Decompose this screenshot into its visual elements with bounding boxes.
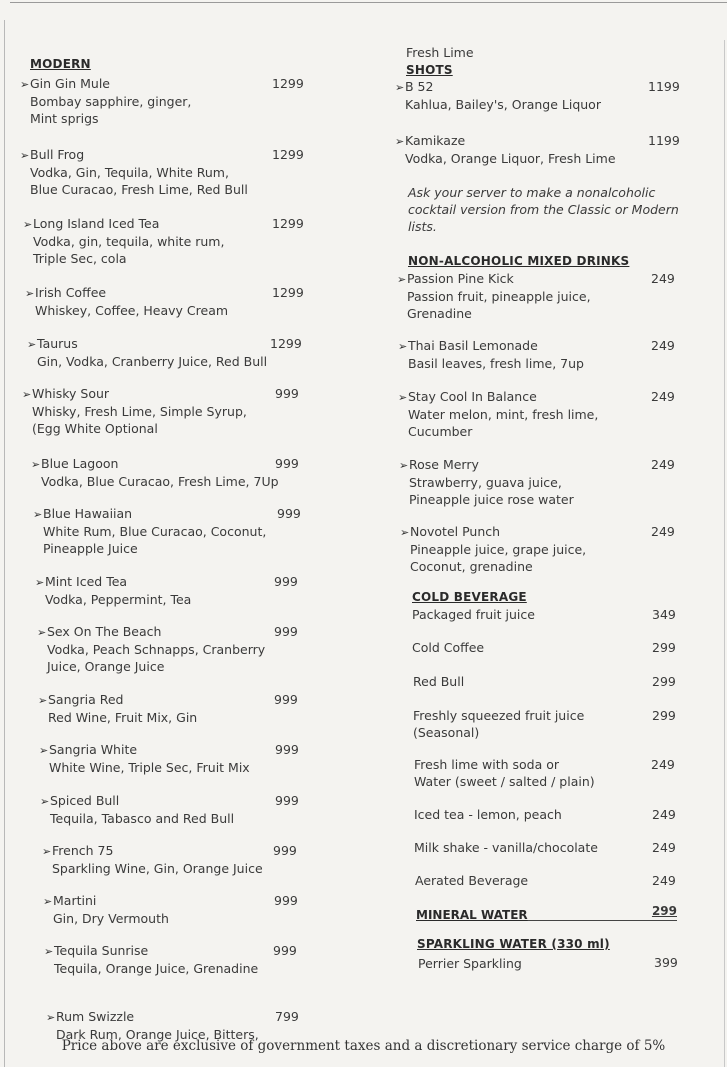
mineral-water-row: [416, 904, 677, 921]
footer-note: Price above are exclusive of government taxes and a discretionary service charge of 5%: [61, 1038, 666, 1054]
menu-item: [395, 132, 616, 167]
item-name: [42, 842, 263, 860]
item-description: Triple Sec, cola: [33, 251, 127, 266]
item-name-text: Novotel Punch: [410, 524, 501, 539]
item-price: 999: [274, 624, 298, 639]
arrow-bullet-icon: ➢: [46, 1011, 56, 1024]
cold-beverage-name: Red Bull: [413, 674, 465, 689]
item-price: 999: [275, 742, 299, 757]
item-description: Pineapple juice, grape juice,: [410, 542, 587, 557]
cold-beverage-item: [414, 756, 595, 790]
item-price: 999: [277, 506, 301, 521]
item-price: 1299: [270, 336, 302, 351]
arrow-bullet-icon: ➢: [39, 744, 49, 757]
item-name: [25, 284, 228, 302]
item-name-text: Sangria Red: [48, 692, 124, 707]
top-rule: [10, 2, 727, 3]
item-name: [20, 146, 248, 164]
item-name: [398, 388, 598, 406]
item-name-text: Bull Frog: [30, 147, 85, 162]
arrow-bullet-icon: ➢: [23, 218, 33, 231]
sparkling-water-price: 399: [654, 955, 678, 970]
cold-beverage-item: [414, 839, 598, 856]
cold-beverage-item: [412, 639, 484, 656]
item-price: 249: [651, 389, 675, 404]
item-name: [399, 456, 574, 474]
item-name: [400, 523, 586, 541]
item-name: [33, 505, 266, 523]
item-price: 799: [275, 1009, 299, 1024]
arrow-bullet-icon: ➢: [398, 340, 408, 353]
cold-beverage-price: 249: [652, 807, 676, 822]
item-name-text: Kamikaze: [405, 133, 466, 148]
item-price: 1199: [648, 79, 680, 94]
menu-item: [31, 455, 279, 490]
item-price: 999: [275, 386, 299, 401]
arrow-bullet-icon: ➢: [20, 78, 30, 91]
arrow-bullet-icon: ➢: [399, 459, 409, 472]
item-name: [31, 455, 279, 473]
item-name: [38, 691, 197, 709]
cold-beverage-item: [413, 673, 464, 690]
item-description: Gin, Dry Vermouth: [53, 911, 169, 926]
item-description: White Rum, Blue Curacao, Coconut,: [43, 524, 267, 539]
sparkling-water-heading: SPARKLING WATER (330 ml): [417, 937, 610, 951]
item-price: 999: [274, 692, 298, 707]
cold-beverage-name: Packaged fruit juice: [412, 607, 535, 622]
arrow-bullet-icon: ➢: [25, 287, 35, 300]
arrow-bullet-icon: ➢: [38, 694, 48, 707]
item-name: [22, 385, 247, 403]
modern-heading: MODERN: [30, 57, 91, 71]
item-description: Vodka, gin, tequila, white rum,: [33, 234, 225, 249]
cold-beverage-name: Iced tea - lemon, peach: [414, 807, 562, 822]
cold-beverage-name: Freshly squeezed fruit juice: [413, 708, 585, 723]
item-description: Red Wine, Fruit Mix, Gin: [48, 710, 198, 725]
arrow-bullet-icon: ➢: [35, 576, 45, 589]
cold-beverage-price: 249: [651, 757, 675, 772]
menu-item: [20, 75, 191, 127]
item-name: [27, 335, 267, 353]
item-name-text: Mint Iced Tea: [45, 574, 128, 589]
item-description: Vodka, Orange Liquor, Fresh Lime: [405, 151, 616, 166]
right-rule: [724, 40, 725, 1067]
cold-beverage-item: [415, 872, 528, 889]
item-price: 1299: [272, 216, 304, 231]
item-price: 999: [274, 574, 298, 589]
item-name-text: Rum Swizzle: [56, 1009, 135, 1024]
item-description: Bombay sapphire, ginger,: [30, 94, 192, 109]
item-description: Tequila, Orange Juice, Grenadine: [54, 961, 259, 976]
item-name-text: Whisky Sour: [32, 386, 110, 401]
item-name-text: Passion Pine Kick: [407, 271, 514, 286]
menu-item: [40, 792, 234, 827]
item-price: 999: [275, 793, 299, 808]
item-name-text: Thai Basil Lemonade: [408, 338, 538, 353]
item-description: Strawberry, guava juice,: [409, 475, 562, 490]
item-name: [395, 132, 616, 150]
cold-beverage-name: Aerated Beverage: [415, 873, 529, 888]
arrow-bullet-icon: ➢: [400, 526, 410, 539]
menu-item: [400, 523, 586, 575]
menu-item: [42, 842, 263, 877]
item-name: [35, 573, 191, 591]
item-description: (Egg White Optional: [32, 421, 158, 436]
item-description: Vodka, Blue Curacao, Fresh Lime, 7Up: [41, 474, 279, 489]
item-name-text: Rose Merry: [409, 457, 479, 472]
item-price: 999: [274, 893, 298, 908]
item-name-text: Tequila Sunrise: [54, 943, 149, 958]
item-name: [395, 78, 601, 96]
item-name-text: Long Island Iced Tea: [33, 216, 160, 231]
cold-beverage-price: 349: [652, 607, 676, 622]
item-name: [46, 1008, 259, 1026]
item-description: Cucumber: [408, 424, 473, 439]
arrow-bullet-icon: ➢: [395, 81, 405, 94]
item-description: Sparkling Wine, Gin, Orange Juice: [52, 861, 263, 876]
arrow-bullet-icon: ➢: [33, 508, 43, 521]
item-name: [39, 741, 250, 759]
item-name-text: Stay Cool In Balance: [408, 389, 537, 404]
item-name-text: Sangria White: [49, 742, 138, 757]
item-name-text: Spiced Bull: [50, 793, 120, 808]
item-description: Kahlua, Bailey's, Orange Liquor: [405, 97, 601, 112]
cold-beverage-price: 249: [652, 840, 676, 855]
cold-beverage-item: [412, 606, 535, 623]
mineral-water-label: MINERAL WATER: [416, 908, 528, 922]
item-name: [20, 75, 191, 93]
item-price: 999: [273, 843, 297, 858]
item-description: Gin, Vodka, Cranberry Juice, Red Bull: [37, 354, 268, 369]
arrow-bullet-icon: ➢: [398, 391, 408, 404]
item-name: [40, 792, 234, 810]
cold-beverage-heading: COLD BEVERAGE: [412, 590, 527, 604]
arrow-bullet-icon: ➢: [397, 273, 407, 286]
arrow-bullet-icon: ➢: [22, 388, 32, 401]
cold-beverage-name: Fresh lime with soda or: [414, 757, 560, 772]
menu-item: [395, 78, 601, 113]
cold-beverage-price: 299: [652, 708, 676, 723]
arrow-bullet-icon: ➢: [20, 149, 30, 162]
item-description: Juice, Orange Juice: [47, 659, 165, 674]
menu-item: [25, 284, 228, 319]
item-name-text: B 52: [405, 79, 434, 94]
arrow-bullet-icon: ➢: [395, 135, 405, 148]
menu-item: [22, 385, 247, 437]
shots-heading: SHOTS: [406, 63, 453, 77]
non-alcoholic-heading: NON-ALCOHOLIC MIXED DRINKS: [408, 254, 630, 268]
arrow-bullet-icon: ➢: [42, 845, 52, 858]
item-name-text: Taurus: [37, 336, 78, 351]
cold-beverage-name: Water (sweet / salted / plain): [414, 774, 595, 789]
menu-item: [398, 388, 598, 440]
item-price: 1199: [648, 133, 680, 148]
menu-item: [33, 505, 266, 557]
item-name-text: Sex On The Beach: [47, 624, 162, 639]
menu-item: [27, 335, 267, 370]
arrow-bullet-icon: ➢: [27, 338, 37, 351]
menu-item: [43, 892, 169, 927]
item-name-text: Gin Gin Mule: [30, 76, 110, 91]
arrow-bullet-icon: ➢: [31, 458, 41, 471]
menu-item: [37, 623, 265, 675]
menu-item: [44, 942, 258, 977]
item-name-text: Martini: [53, 893, 97, 908]
sparkling-water-name: Perrier Sparkling: [418, 956, 522, 971]
item-price: 1299: [272, 285, 304, 300]
item-name: [37, 623, 265, 641]
item-description: Water melon, mint, fresh lime,: [408, 407, 599, 422]
item-name: [397, 270, 591, 288]
item-description: Vodka, Gin, Tequila, White Rum,: [30, 165, 229, 180]
item-price: 1299: [272, 147, 304, 162]
item-description: Mint sprigs: [30, 111, 99, 126]
item-name-text: Blue Hawaiian: [43, 506, 133, 521]
item-name-text: Irish Coffee: [35, 285, 107, 300]
left-rule: [4, 20, 5, 1067]
item-description: Dark Rum, Orange Juice, Bitters,: [56, 1027, 259, 1042]
cold-beverage-name: Cold Coffee: [412, 640, 485, 655]
menu-item: [398, 337, 584, 372]
item-price: 249: [651, 457, 675, 472]
item-description: Pineapple juice rose water: [409, 492, 574, 507]
item-description: Blue Curacao, Fresh Lime, Red Bull: [30, 182, 248, 197]
item-name-text: French 75: [52, 843, 114, 858]
item-description: Basil leaves, fresh lime, 7up: [408, 356, 584, 371]
cold-beverage-price: 299: [652, 674, 676, 689]
mineral-water-price: 299: [651, 904, 677, 918]
item-price: 1299: [272, 76, 304, 91]
item-description: Coconut, grenadine: [410, 559, 533, 574]
arrow-bullet-icon: ➢: [43, 895, 53, 908]
menu-item: [38, 691, 197, 726]
item-description: Tequila, Tabasco and Red Bull: [50, 811, 235, 826]
menu-item: [397, 270, 591, 322]
item-price: 249: [651, 271, 675, 286]
item-name: [43, 892, 169, 910]
cold-beverage-name: (Seasonal): [413, 725, 480, 740]
cold-beverage-price: 299: [652, 640, 676, 655]
item-price: 999: [273, 943, 297, 958]
item-description: Vodka, Peach Schnapps, Cranberry: [47, 642, 266, 657]
carry-over-text: Fresh Lime: [406, 45, 474, 60]
menu-item: [399, 456, 574, 508]
menu-item: [39, 741, 250, 776]
item-description: Whisky, Fresh Lime, Simple Syrup,: [32, 404, 247, 419]
arrow-bullet-icon: ➢: [37, 626, 47, 639]
item-price: 999: [275, 456, 299, 471]
arrow-bullet-icon: ➢: [40, 795, 50, 808]
menu-item: [20, 146, 248, 198]
item-name-text: Blue Lagoon: [41, 456, 119, 471]
item-description: White Wine, Triple Sec, Fruit Mix: [49, 760, 250, 775]
item-description: Passion fruit, pineapple juice,: [407, 289, 591, 304]
menu-item: [35, 573, 191, 608]
item-name: [398, 337, 584, 355]
item-description: Whiskey, Coffee, Heavy Cream: [35, 303, 229, 318]
item-name: [44, 942, 258, 960]
cold-beverage-name: Milk shake - vanilla/chocolate: [414, 840, 598, 855]
menu-item: [23, 215, 224, 267]
cold-beverage-item: [414, 806, 562, 823]
cold-beverage-item: [413, 707, 584, 741]
item-price: 249: [651, 338, 675, 353]
arrow-bullet-icon: ➢: [44, 945, 54, 958]
item-name: [23, 215, 224, 233]
cold-beverage-price: 249: [652, 873, 676, 888]
item-description: Pineapple Juice: [43, 541, 138, 556]
item-description: Grenadine: [407, 306, 472, 321]
item-description: Vodka, Peppermint, Tea: [45, 592, 192, 607]
item-price: 249: [651, 524, 675, 539]
nonalcoholic-note: Ask your server to make a nonalcoholic cocktail version from the Classic or Modern lists.: [408, 185, 679, 234]
